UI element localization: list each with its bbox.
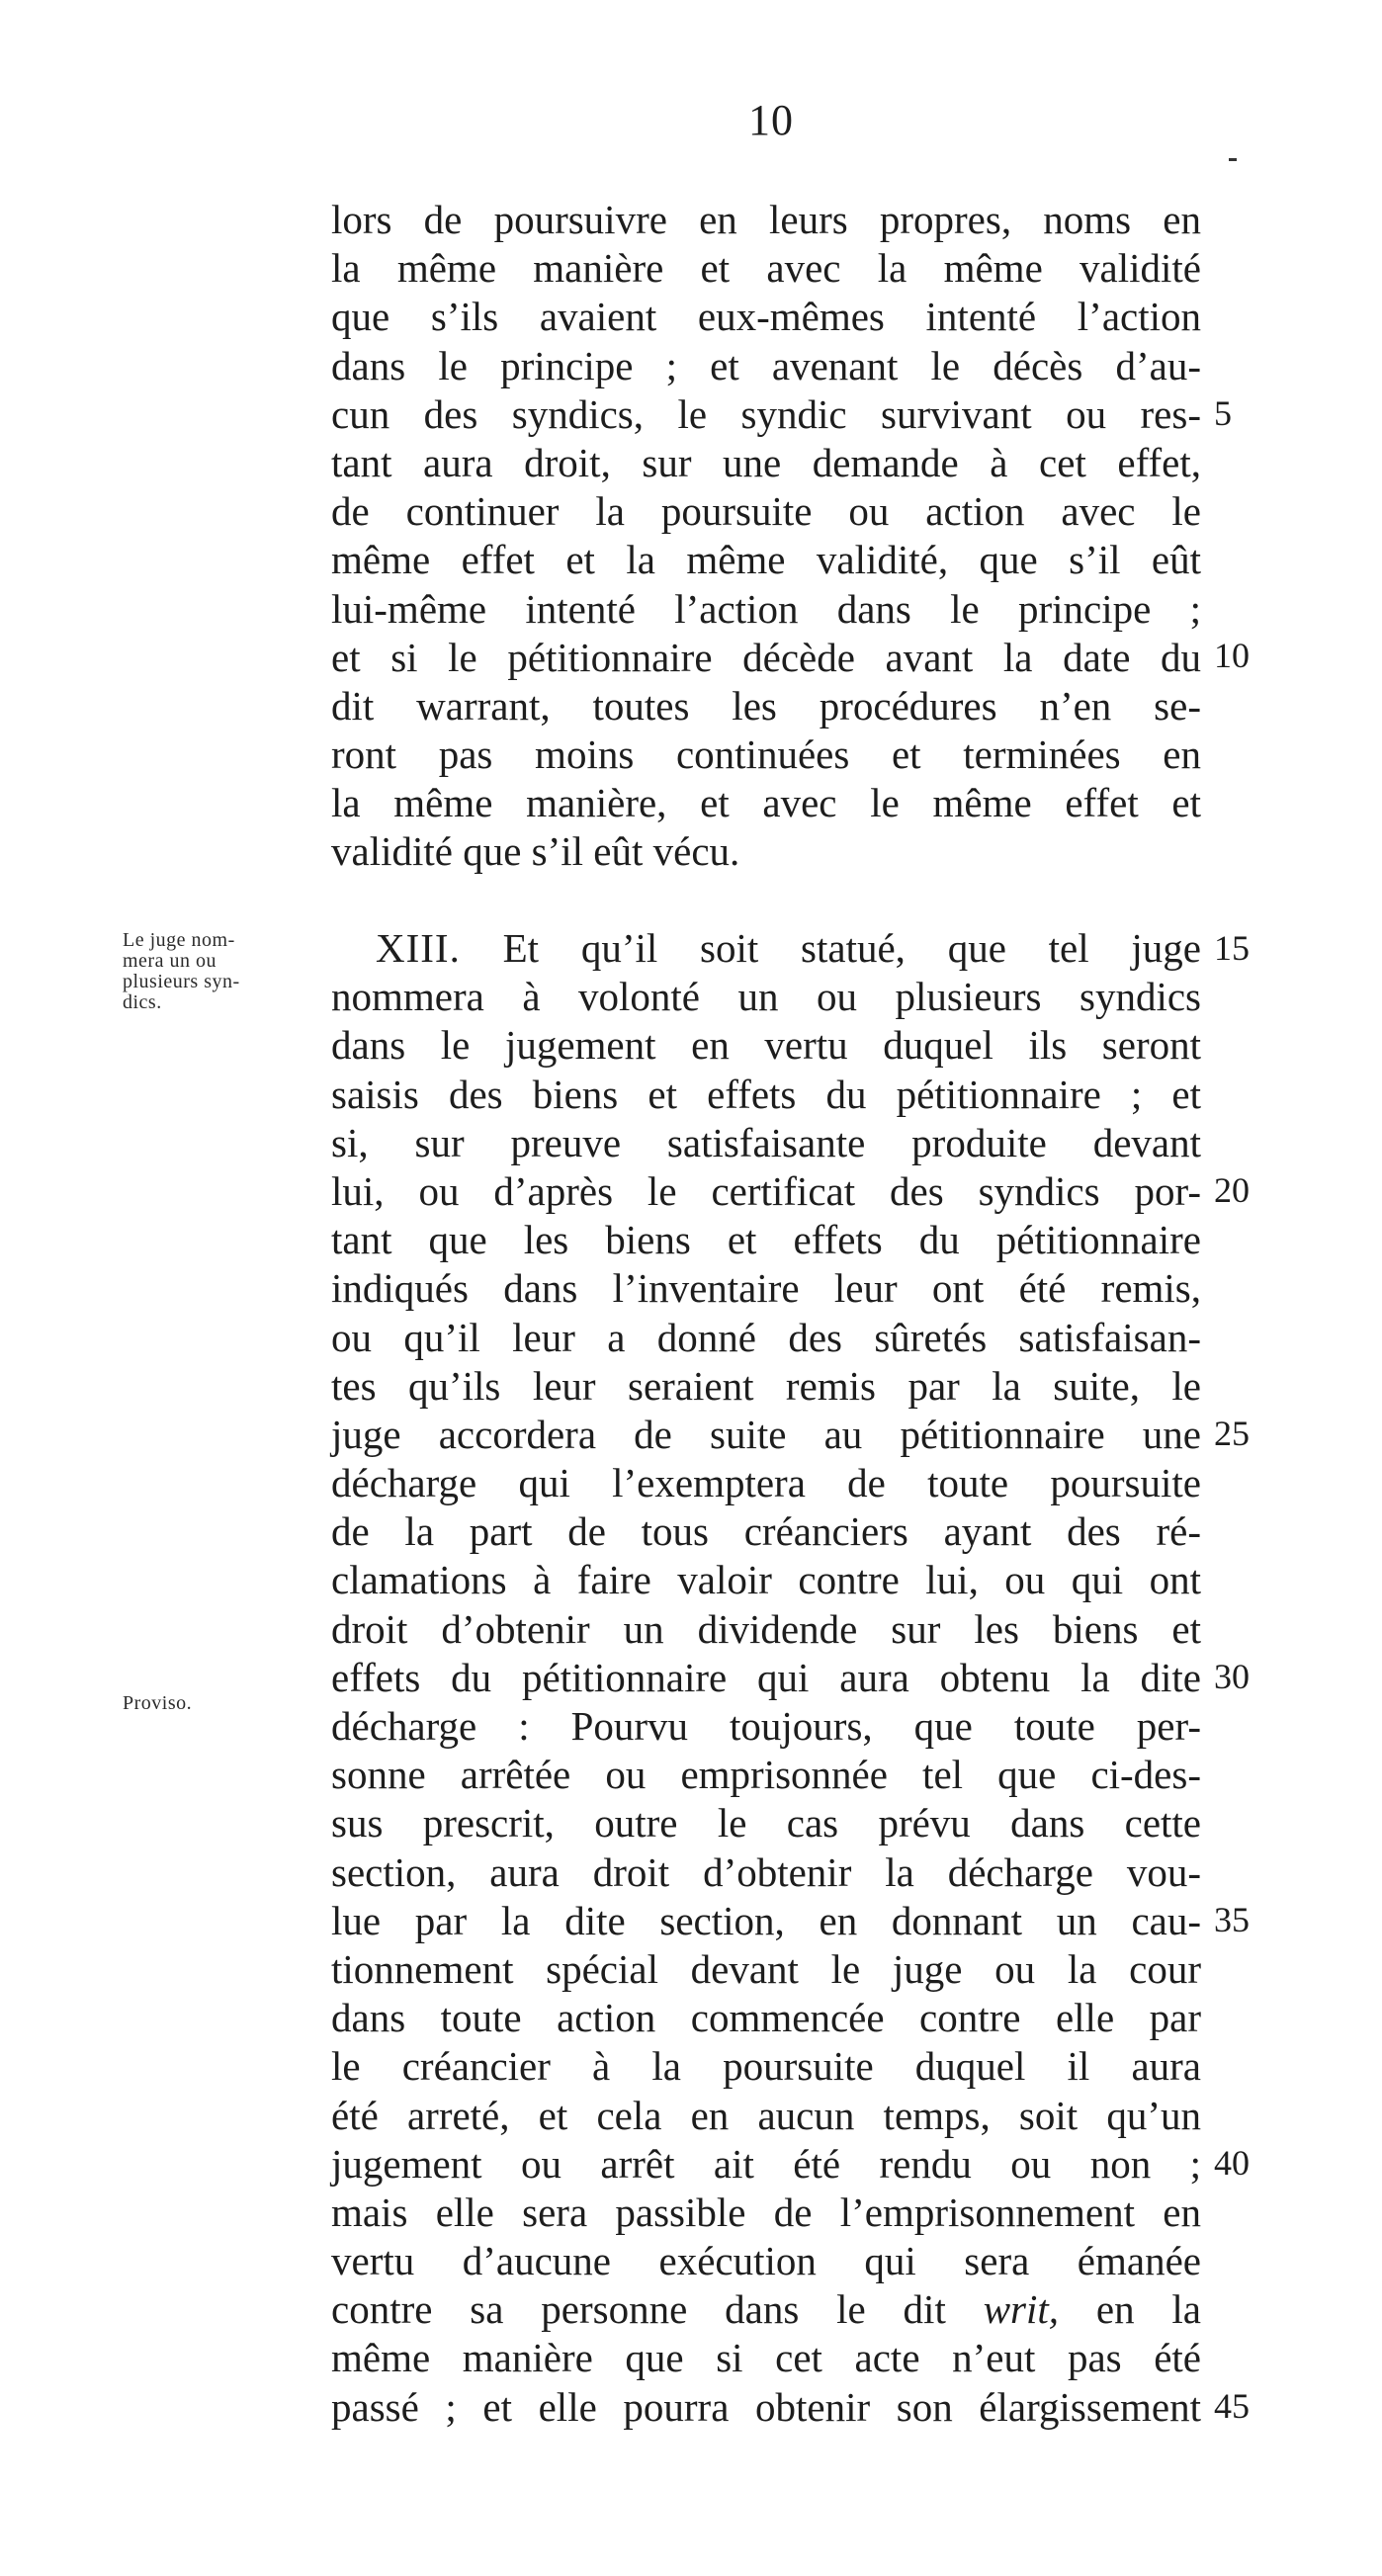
text-line: effets du pétitionnaire qui aura obtenu la dite [331, 1654, 1201, 1700]
text-line: lui, ou d’après le certificat des syndics por- [331, 1167, 1201, 1214]
text-line: dit warrant, toutes les procédures n’en se- [331, 682, 1201, 729]
text-line: le créancier à la poursuite duquel il aura [331, 2043, 1201, 2090]
writ-line [331, 2285, 1201, 2334]
margin-note-line: mera un ou [123, 950, 216, 972]
text-line: de continuer la poursuite ou action avec le [331, 488, 1201, 535]
text-line: que s’ils avaient eux-mêmes intenté l’action [331, 294, 1201, 340]
section-xiii [331, 924, 1201, 2432]
line-number: 35 [1214, 1900, 1250, 1939]
text-line: lors de poursuivre en leurs propres, noms en [331, 197, 1201, 242]
paragraph-continuation [331, 196, 1201, 877]
text-line: la même manière, et avec le même effet et [331, 780, 1201, 826]
text-line: indiqués dans l’inventaire leur ont été remis, [331, 1265, 1201, 1312]
text-line: jugement ou arrêt ait été rendu ou non ; [331, 2140, 1201, 2187]
text-line: sus prescrit, outre le cas prévu dans cette [331, 1800, 1201, 1846]
page-number: 10 [748, 96, 794, 144]
text-line: lui-même intenté l’action dans le principe ; [331, 585, 1201, 632]
margin-note-syndics [123, 930, 330, 1013]
writ-line-before: contre sa personne dans le dit [331, 2286, 946, 2333]
text-line: et si le pétitionnaire décède avant la date du [331, 634, 1201, 680]
text-line: nommera à volonté un ou plusieurs syndics [331, 974, 1201, 1020]
text-line: tes qu’ils leur seraient remis par la suite, le [331, 1362, 1201, 1409]
margin-note-line: plusieurs syn- [123, 971, 240, 992]
section-number: XIII. [376, 925, 461, 971]
text-line: section, aura droit d’obtenir la décharge vou- [331, 1848, 1201, 1895]
line-number: 10 [1214, 636, 1250, 675]
text-line: validité que s’il eût vécu. [331, 828, 740, 875]
line-number: 15 [1214, 928, 1250, 968]
margin-note-line: Le juge nom- [123, 929, 235, 951]
text-line: saisis des biens et effets du pétitionnaire ; et [331, 1071, 1201, 1117]
writ-line-after: en la [1095, 2286, 1202, 2333]
text-line: juge accordera de suite au pétitionnaire une [331, 1411, 1201, 1457]
text-line: dans toute action commencée contre elle par [331, 1995, 1201, 2041]
text-line: ront pas moins continuées et terminées en [331, 731, 1201, 778]
text-line: décharge qui l’exemptera de toute poursuite [331, 1460, 1201, 1506]
line-number: 20 [1214, 1170, 1250, 1210]
line-number: 30 [1214, 1657, 1250, 1696]
margin-note-line: dics. [123, 991, 162, 1013]
margin-note-line: Proviso. [123, 1692, 193, 1714]
line-number: 40 [1214, 2143, 1250, 2183]
text-line: passé ; et elle pourra obtenir son élargissement [331, 2383, 1201, 2430]
line-number: 25 [1214, 1414, 1250, 1453]
text-line: ou qu’il leur a donné des sûretés satisfaisan- [331, 1314, 1201, 1360]
text-line: clamations à faire valoir contre lui, ou qui ont [331, 1557, 1201, 1603]
section-first-line-text: Et qu’il soit statué, que tel juge [502, 925, 1202, 971]
line-number: 45 [1214, 2386, 1250, 2426]
text-line: même manière que si cet acte n’eut pas été [331, 2335, 1201, 2381]
text-line: de la part de tous créanciers ayant des ré- [331, 1508, 1201, 1555]
page-mark [1229, 158, 1237, 161]
text-line: la même manière et avec la même validité [331, 245, 1201, 292]
text-line: mais elle sera passible de l’emprisonnement en [331, 2189, 1201, 2235]
section-first-line [331, 924, 1201, 973]
text-line: si, sur preuve satisfaisante produite devant [331, 1119, 1201, 1165]
text-line: dans le principe ; et avenant le décès d’au- [331, 342, 1201, 388]
writ-italic: writ, [983, 2286, 1060, 2333]
text-line: dans le jugement en vertu duquel ils seront [331, 1022, 1201, 1069]
text-line: été arreté, et cela en aucun temps, soit qu’un [331, 2092, 1201, 2138]
text-line: décharge : Pourvu toujours, que toute per- [331, 1703, 1201, 1749]
text-line: cun des syndics, le syndic survivant ou res- [331, 390, 1201, 437]
line-number: 5 [1214, 393, 1232, 433]
text-line: tant que les biens et effets du pétitionnaire [331, 1217, 1201, 1263]
text-line: tionnement spécial devant le juge ou la cour [331, 1945, 1201, 1992]
text-line: vertu d’aucune exécution qui sera émanée [331, 2238, 1201, 2284]
text-line: droit d’obtenir un dividende sur les biens et [331, 1605, 1201, 1652]
text-line: même effet et la même validité, que s’il eût [331, 537, 1201, 583]
margin-note-proviso [123, 1693, 330, 1714]
text-line: sonne arrêtée ou emprisonnée tel que ci-des- [331, 1752, 1201, 1798]
text-line: tant aura droit, sur une demande à cet effet, [331, 439, 1201, 485]
text-line: lue par la dite section, en donnant un cau- [331, 1897, 1201, 1943]
